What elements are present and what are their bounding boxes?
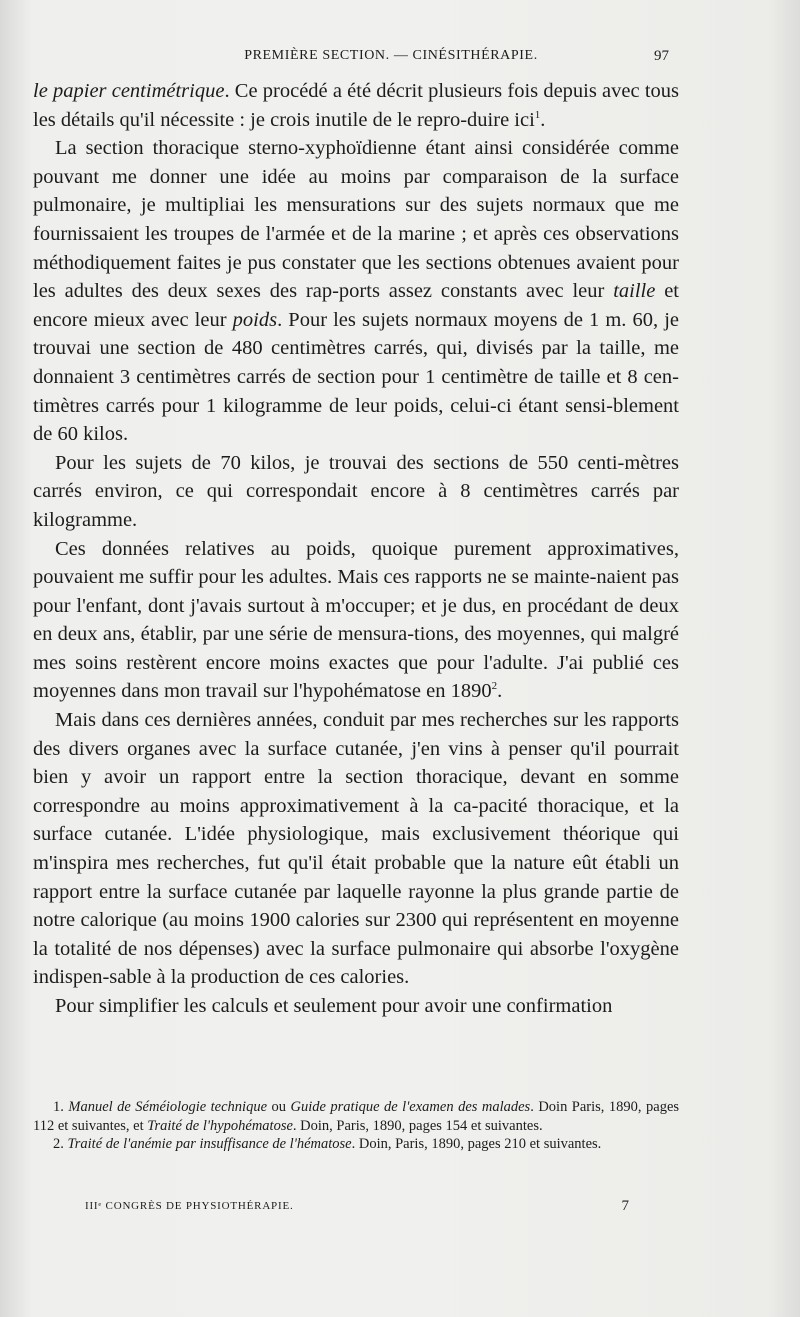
footnote-1 xyxy=(33,1098,679,1135)
paragraph-1 xyxy=(33,77,679,134)
paragraph-text: . Pour les sujets normaux moyens de 1 m. 60, je trouvai une section de 480 centimètres carrés, qui, divisés par la taille, me donnaient 3 centimètres carrés de section pour 1 centimètre de taille et 8 cen-timètres carrés pour 1 kilogramme de leur poids, celui-ci étant sensi-blement de 60 kilos. xyxy=(33,308,680,446)
paragraph-end: . xyxy=(540,108,546,131)
footnote-ref-1: 1 xyxy=(534,108,541,121)
footnotes xyxy=(33,1098,679,1154)
signature-label: IIIᵉ CONGRÈS DE PHYSIOTHÉRAPIE. xyxy=(85,1200,294,1212)
paragraph-text: . Ce procédé a été décrit plusieurs fois depuis avec tous les détails qu'il nécessite : je crois inutile de le repro-duire ici xyxy=(33,80,679,131)
paragraph-4 xyxy=(33,535,679,707)
paragraph-text: Ces données relatives au poids, quoique purement approximatives, pouvaient me suffir pour les adultes. Mais ces rapports ne se mainte-naient pas pour l'enfant, dont j'avais surtout à m'occuper; et je dus, en procédant de deux en deux ans, établir, par une série de mensura-tions, des moyennes, qui malgré mes soins restèrent encore moins exactes que pour l'adulte. J'ai publié ces moyennes dans mon travail sur l'hypohématose en 1890 xyxy=(33,537,679,703)
paragraph-3: Pour les sujets de 70 kilos, je trouvai des sections de 550 centi-mètres carrés environ, ce qui correspondait encore à 8 centimètres carrés par kilogramme. xyxy=(33,451,679,531)
footnote-text: . Doin Paris, 1890, pages 112 et suivantes, et xyxy=(33,1099,680,1134)
signature-number: 7 xyxy=(621,1198,629,1214)
paragraph-text: La section thoracique sterno-xyphoïdienne étant ainsi considérée comme pouvant me donner une idée au moins par comparaison de la surface pulmonaire, je multipliai les mensurations sur des sujets normaux que me fournissaient les troupes de l'armée et de la marine ; et après ces observations méthodiquement faites je pus constater que les sections obtenues avaient pour les adultes des deux sexes des rap-ports assez constants avec leur xyxy=(33,137,679,303)
footnote-title: Traité de l'hypohématose xyxy=(147,1117,293,1134)
running-head xyxy=(33,48,669,70)
paragraph-end: . xyxy=(497,680,503,703)
paragraph-5: Mais dans ces dernières années, conduit par mes recherches sur les rapports des divers organes avec la surface cutanée, j'en vins à penser qu'il pourrait bien y avoir un rapport entre la section thoracique, devant en somme correspondre au moins approximativement à la ca-pacité thoracique, et la surface cutanée. L'idée physiologique, mais exclusivement théorique qui m'inspira mes recherches, fut qu'il était probable que la nature eût établi un rapport entre la surface cutanée par laquelle rayonne la plus grande partie de notre calorique (au moins 1900 calories sur 2300 qui représentent en moyenne la totalité de nos dépenses) avec la surface pulmonaire qui absorbe l'oxygène indispen-sable à la production de ces calories. xyxy=(33,709,679,989)
italic-term: le papier centimétrique xyxy=(33,80,225,102)
italic-term: poids xyxy=(232,308,278,331)
footnote-title: Guide pratique de l'examen des malades xyxy=(290,1099,531,1115)
paragraph-text: et encore mieux avec leur xyxy=(33,280,680,331)
footnote-marker: 2. xyxy=(53,1136,64,1152)
footnote-title: Manuel de Séméiologie technique xyxy=(68,1099,268,1115)
footnote-title: Traité de l'anémie par insuffisance de l'hématose xyxy=(67,1136,352,1152)
page-number: 97 xyxy=(654,48,669,64)
footnote-text: . Doin, Paris, 1890, pages 154 et suivantes. xyxy=(292,1117,543,1134)
italic-term: taille xyxy=(613,280,656,303)
footnote-ref-2: 2 xyxy=(491,680,498,693)
signature-line xyxy=(33,1200,659,1220)
body-text xyxy=(33,77,679,1021)
footnote-2 xyxy=(33,1135,679,1154)
paragraph-6: Pour simplifier les calculs et seulement pour avoir une confirmation xyxy=(55,995,613,1017)
running-title: PREMIÈRE SECTION. — CINÉSITHÉRAPIE. xyxy=(244,48,538,63)
footnote-marker: 1. xyxy=(53,1099,64,1115)
footnote-text: ou xyxy=(267,1099,291,1115)
footnote-text: . Doin, Paris, 1890, pages 210 et suivantes. xyxy=(351,1136,602,1152)
paragraph-2 xyxy=(33,134,679,449)
